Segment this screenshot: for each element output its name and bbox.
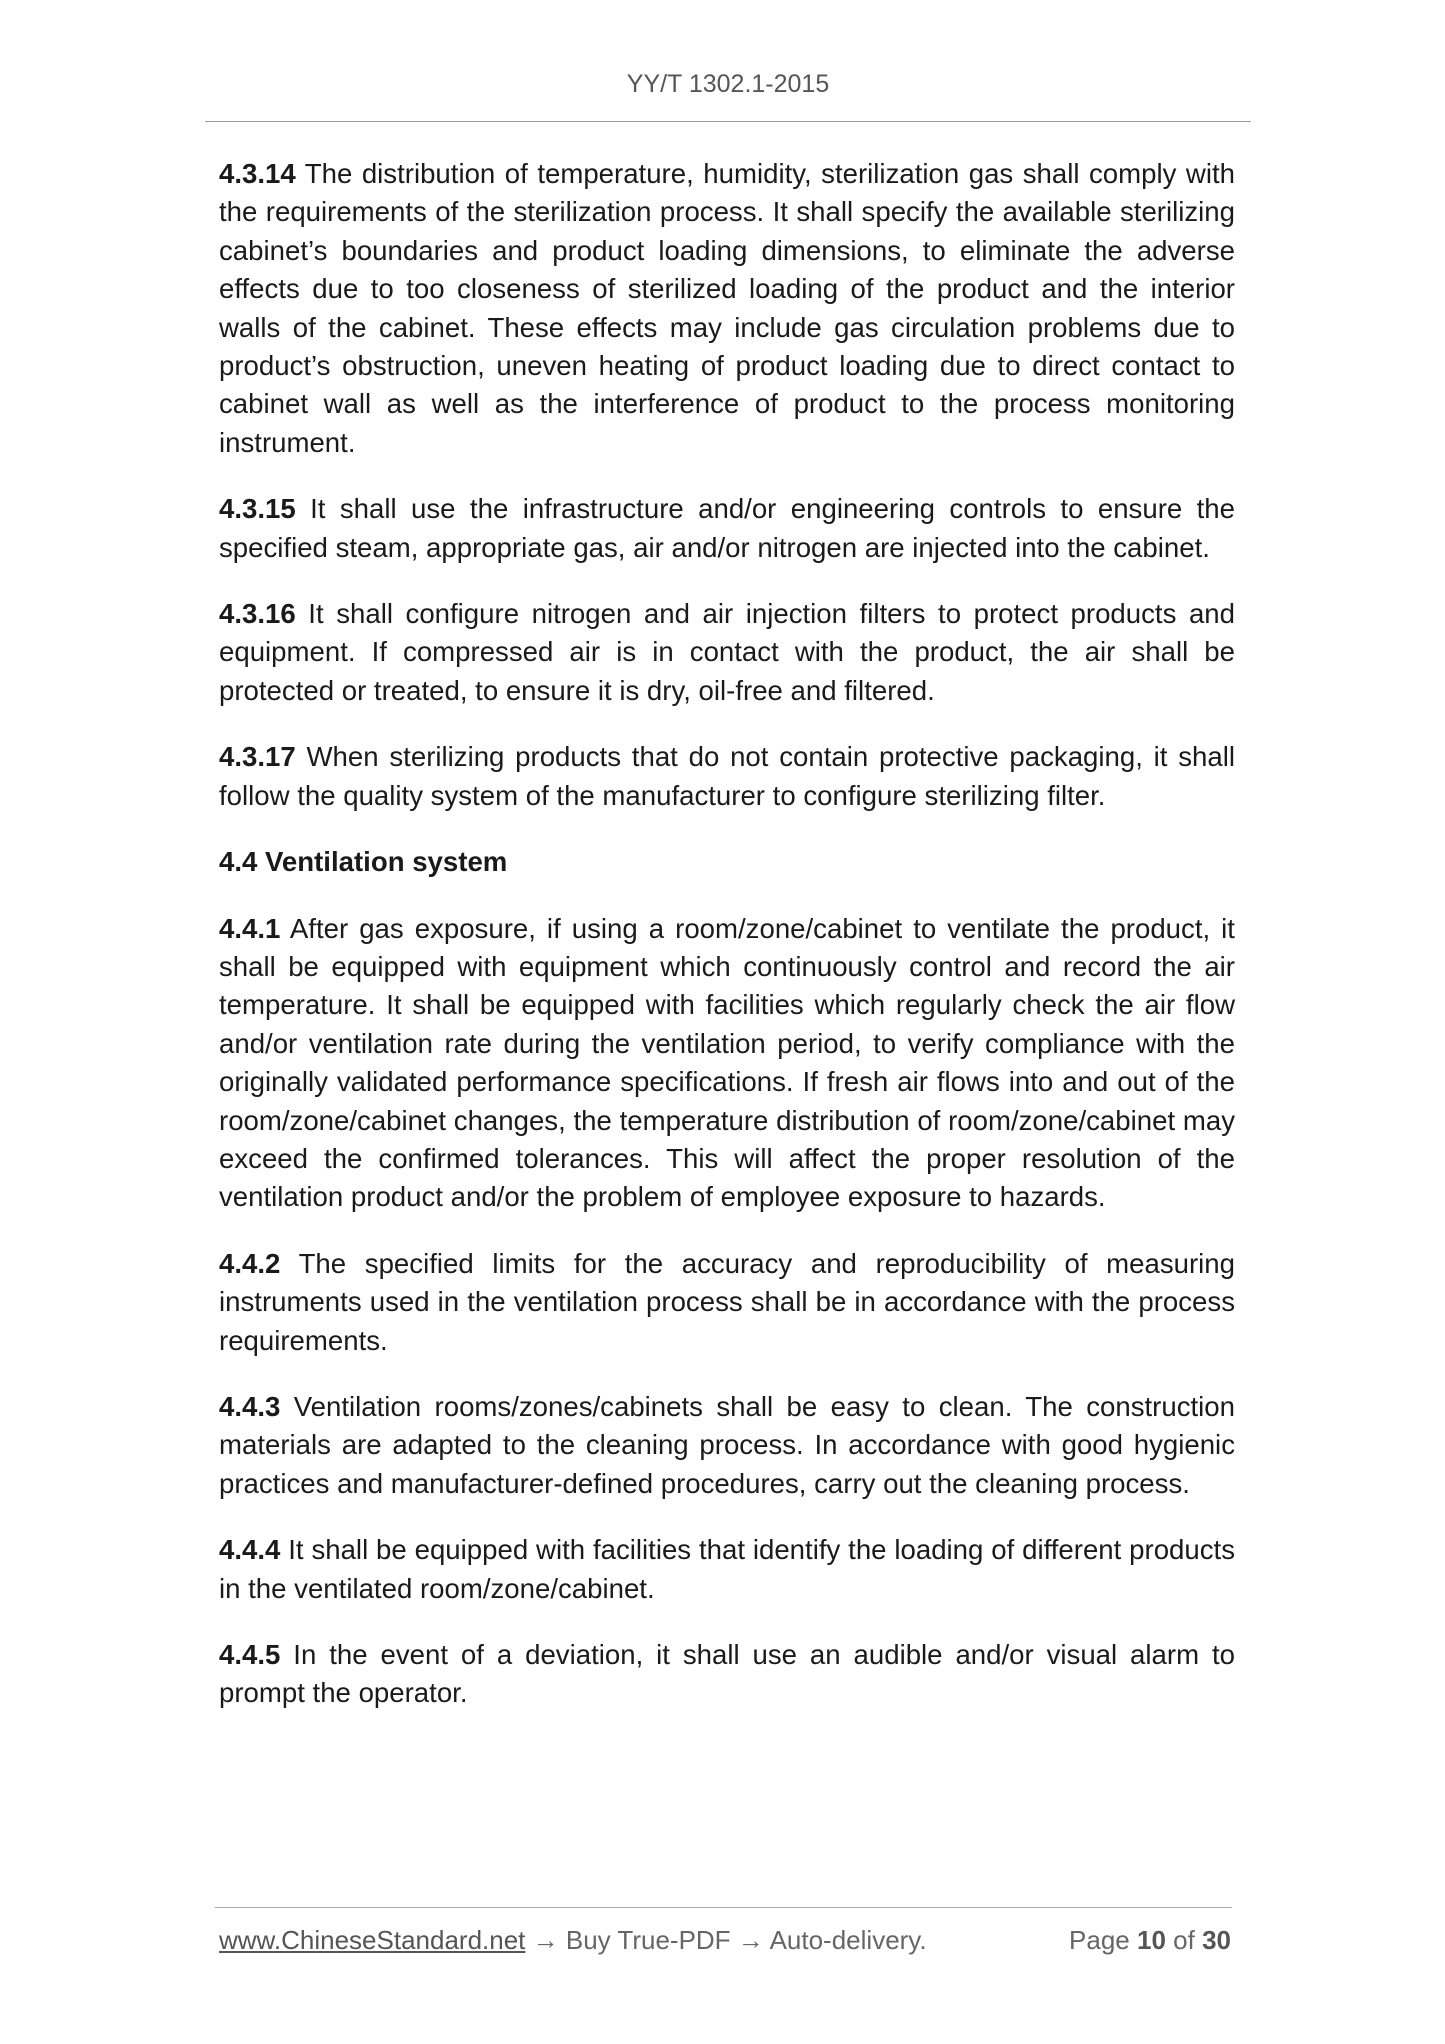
clause-number: 4.4.4 — [219, 1534, 281, 1566]
footer-divider — [215, 1907, 1232, 1908]
clause-4-4-1 — [219, 910, 1235, 1217]
clause-text: Ventilation rooms/zones/cabinets shall be easy to clean. The construction materials are adapted to the cleaning process. In accordance with good hygienic practices and manufacturer-defined procedures, carry out the cleaning process. — [219, 1390, 1236, 1499]
clause-4-4-4 — [219, 1531, 1235, 1608]
clause-4-3-17 — [219, 738, 1235, 815]
clause-number: 4.3.15 — [219, 493, 296, 525]
clause-text: It shall use the infrastructure and/or engineering controls to ensure the specified steam, appropriate gas, air and/or nitrogen are injected into the cabinet. — [219, 493, 1235, 563]
clause-4-4-3 — [219, 1388, 1235, 1503]
clause-number: 4.3.16 — [219, 598, 296, 630]
document-body — [219, 155, 1235, 1741]
clause-4-4-5 — [219, 1636, 1235, 1713]
clause-number: 4.4.2 — [219, 1247, 281, 1279]
document-id-header: YY/T 1302.1-2015 — [626, 70, 830, 98]
clause-number: 4.3.14 — [219, 158, 296, 189]
footer-promo — [219, 1925, 927, 1956]
clause-number: 4.4.3 — [219, 1390, 281, 1422]
clause-4-3-16 — [219, 595, 1235, 710]
clause-text: It shall be equipped with facilities that identify the loading of different products in the ventilated room/zone/cabinet. — [219, 1534, 1235, 1604]
footer-tagline: → Buy True-PDF → Auto-delivery. — [525, 1925, 927, 1955]
clause-4-4-2 — [219, 1245, 1235, 1360]
header-divider — [205, 121, 1251, 122]
clause-text: The specified limits for the accuracy and reproducibility of measuring instruments used in the ventilation process shall be in accordance with the process requirements. — [219, 1247, 1235, 1356]
page-indicator — [1069, 1925, 1231, 1956]
clause-number: 4.3.17 — [219, 741, 296, 773]
clause-text: When sterilizing products that do not contain protective packaging, it shall follow the quality system of the manufacturer to configure sterilizing filter. — [219, 741, 1236, 811]
clause-number: 4.4.1 — [219, 912, 281, 944]
clause-4-3-15 — [219, 490, 1235, 567]
clause-text: In the event of a deviation, it shall use an audible and/or visual alarm to prompt the operator. — [219, 1639, 1235, 1709]
total-pages: 30 — [1202, 1925, 1231, 1955]
clause-4-3-14 — [219, 155, 1235, 462]
website-link[interactable]: www.ChineseStandard.net — [219, 1925, 526, 1955]
clause-text: It shall configure nitrogen and air injection filters to protect products and equipment. If compressed air is in contact with the product, the air shall be protected or treated, to ensure it is dry, oil-free and filtered. — [219, 598, 1235, 706]
current-page: 10 — [1137, 1925, 1166, 1955]
page-footer — [219, 1925, 1231, 1956]
page-of-label: of — [1173, 1925, 1195, 1955]
clause-text: After gas exposure, if using a room/zone/cabinet to ventilate the product, it shall be equipped with equipment which continuously control and record the air temperature. It shall be equipped with facilities which regularly check the air flow and/or ventilation rate during the ventilation period, to verify compliance with the originally validated performance specifications. If fresh air flows into and out of the room/zone/cabinet changes, the temperature distribution of room/zone/cabinet may exceed the confirmed tolerances. This will affect the proper resolution of the ventilation product and/or the problem of employee exposure to hazards. — [219, 912, 1235, 1213]
clause-number: 4.4.5 — [219, 1639, 281, 1670]
clause-text: The distribution of temperature, humidity, sterilization gas shall comply with the requirements of the sterilization process. It shall specify the available sterilizing cabinet’s boundaries and product loading dimensions, to eliminate the adverse effects due to too closeness of sterilized loading of the product and the interior walls of the cabinet. These effects may include gas circulation problems due to product’s obstruction, uneven heating of product loading due to direct contact to cabinet wall as well as the interference of product to the process monitoring instrument. — [219, 158, 1236, 458]
page-label: Page — [1069, 1925, 1130, 1955]
section-heading: 4.4 Ventilation system — [219, 846, 508, 878]
